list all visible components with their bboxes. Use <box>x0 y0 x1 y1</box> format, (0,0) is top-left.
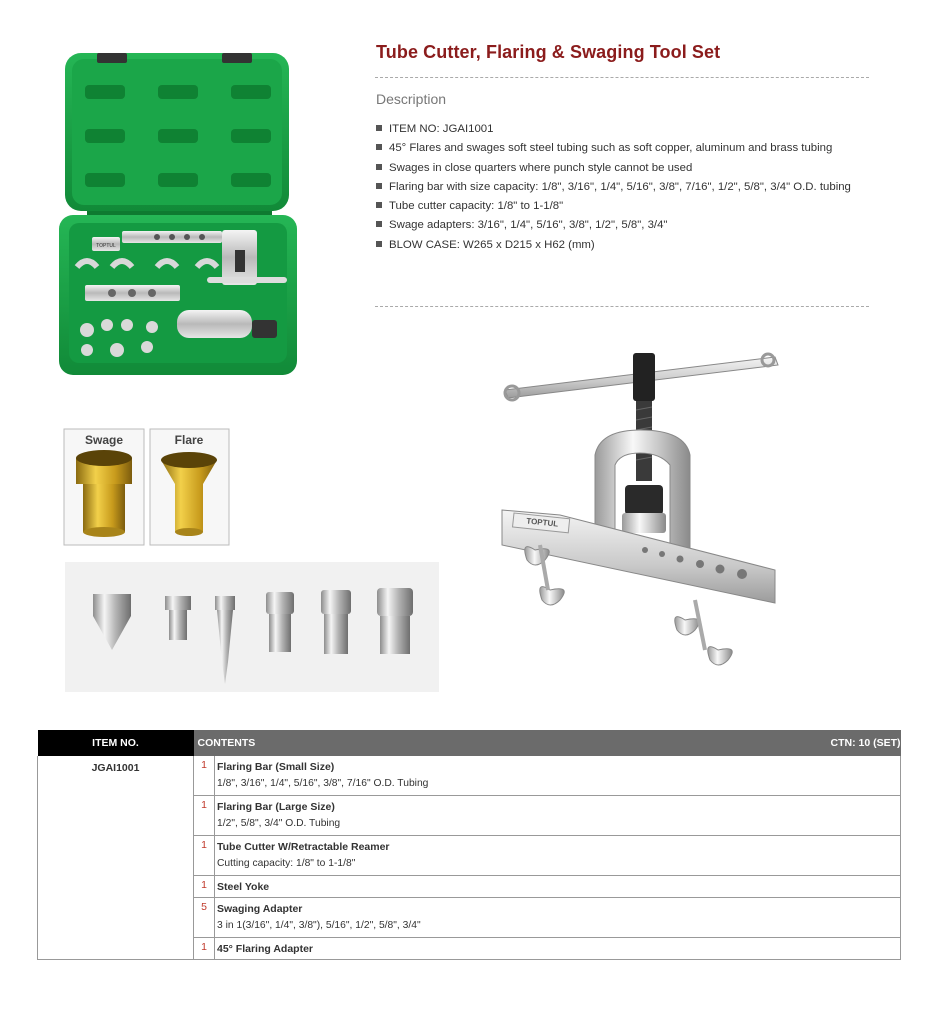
component-spec: 1/2", 5/8", 3/4" O.D. Tubing <box>217 818 341 829</box>
description-item: Swage adapters: 3/16", 1/4", 5/16", 3/8", 1/2", 5/8", 3/4" <box>376 216 851 235</box>
qty-cell: 5 <box>194 898 215 938</box>
brand-mark: TOPTUL <box>96 243 116 249</box>
component-name: Steel Yoke <box>217 881 270 893</box>
table-row <box>38 756 901 796</box>
desc-cell <box>215 796 901 836</box>
component-spec: Cutting capacity: 1/8" to 1-1/8" <box>217 858 356 869</box>
bullet-square-icon <box>376 241 382 247</box>
description-item: Swages in close quarters where punch style cannot be used <box>376 159 851 178</box>
desc-cell <box>215 836 901 876</box>
description-list <box>376 120 851 255</box>
description-item: BLOW CASE: W265 x D215 x H62 (mm) <box>376 236 851 255</box>
component-spec: 1/8", 3/16", 1/4", 5/16", 3/8", 7/16" O.D. Tubing <box>217 778 429 789</box>
bullet-square-icon <box>376 221 382 227</box>
swage-label: Swage <box>84 433 124 447</box>
bullet-square-icon <box>376 144 382 150</box>
description-heading: Description <box>376 91 447 107</box>
header-contents: CONTENTS CTN: 10 (SET) <box>194 730 901 756</box>
bullet-square-icon <box>376 164 382 170</box>
component-name: Tube Cutter W/Retractable Reamer <box>217 841 390 853</box>
component-name: 45° Flaring Adapter <box>217 943 313 955</box>
description-item: Tube cutter capacity: 1/8" to 1-1/8" <box>376 197 851 216</box>
description-item: ITEM NO: JGAI1001 <box>376 120 851 139</box>
description-divider <box>375 306 869 307</box>
desc-cell <box>215 898 901 938</box>
desc-cell <box>215 938 901 960</box>
bullet-square-icon <box>376 202 382 208</box>
bullet-square-icon <box>376 183 382 189</box>
swage-flare-image <box>63 428 231 548</box>
component-name: Flaring Bar (Small Size) <box>217 761 335 773</box>
tool-case-image <box>57 45 302 377</box>
component-spec: 3 in 1(3/16", 1/4", 3/8"), 5/16", 1/2", 5/8", 3/4" <box>217 920 421 931</box>
desc-cell <box>215 876 901 898</box>
qty-cell: 1 <box>194 756 215 796</box>
component-name: Flaring Bar (Large Size) <box>217 801 335 813</box>
flaring-tool-image <box>490 345 790 695</box>
item-no-cell: JGAI1001 <box>38 756 194 960</box>
title-divider <box>375 77 869 78</box>
qty-cell: 1 <box>194 836 215 876</box>
qty-cell: 1 <box>194 938 215 960</box>
qty-cell: 1 <box>194 876 215 898</box>
swaging-adapters-image <box>65 562 439 692</box>
product-title: Tube Cutter, Flaring & Swaging Tool Set <box>376 42 721 62</box>
table-header-row <box>38 730 901 756</box>
desc-cell <box>215 756 901 796</box>
description-item: Flaring bar with size capacity: 1/8", 3/16", 1/4", 5/16", 3/8", 7/16", 1/2", 5/8", 3/4" O.D. tubing <box>376 178 851 197</box>
flaring-tool-brand: TOPTUL <box>525 516 559 529</box>
header-ctn: CTN: 10 (SET) <box>830 737 901 749</box>
description-item: 45° Flares and swages soft steel tubing such as soft copper, aluminum and brass tubing <box>376 139 851 158</box>
contents-table <box>37 730 901 960</box>
component-name: Swaging Adapter <box>217 903 303 915</box>
header-item-no: ITEM NO. <box>38 730 194 756</box>
qty-cell: 1 <box>194 796 215 836</box>
flare-label: Flare <box>174 433 204 447</box>
bullet-square-icon <box>376 125 382 131</box>
